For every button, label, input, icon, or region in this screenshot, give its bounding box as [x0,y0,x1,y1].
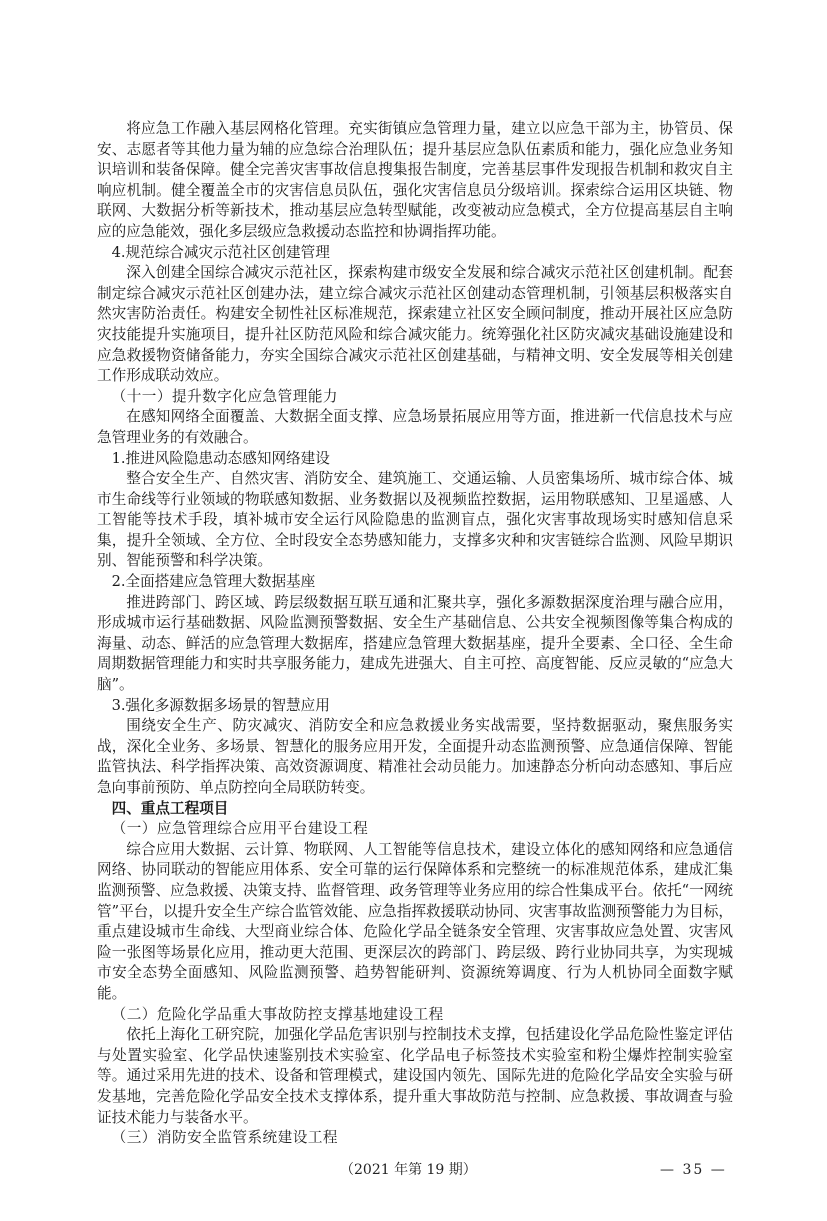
paragraph: 依托上海化工研究院，加强化学品危害识别与控制技术支撑，包括建设化学品危险性鉴定评估与处置实验室、化学品快速鉴别技术实验室、化学品电子标签技术实验室和粉尘爆炸控制实验室等。通过采用先进的技术、设备和管理模式，建设国内领先、国际先进的危险化学品安全实验与研发基地，完善危险化学品安全技术支撑体系，提升重大事故防范与控制、应急救援、事故调查与验证技术能力与装备水平。 [97,1026,733,1126]
paragraph: 围绕安全生产、防灾减灾、消防安全和应急救援业务实战需要，坚持数据驱动，聚焦服务实战，深化全业务、多场景、智慧化的服务应用开发，全面提升动态监测预警、应急通信保障、智能监管执法、科学指挥决策、高效资源调度、精准社会动员能力。加速静态分析向动态感知、事后应急向事前预防、单点防控向全局联防转变。 [97,717,733,796]
paragraph: 综合应用大数据、云计算、物联网、人工智能等信息技术，建设立体化的感知网络和应急通信网络、协同联动的智能应用体系、安全可靠的运行保障体系和完整统一的标准规范体系，建成汇集监测预警、应急救援、决策支持、监督管理、政务管理等业务应用的综合性集成平台。依托“一网统管”平台，以提升安全生产综合监管效能、应急指挥救援联动协同、灾害事故监测预警能力为目标，重点建设城市生命线、大型商业综合体、危险化学品全链条安全管理、灾害事故应急处置、灾害风险一张图等场景化应用，推动更大范围、更深层次的跨部门、跨层级、跨行业协同共享，为实现城市安全态势全面感知、风险监测预警、趋势智能研判、资源统筹调度、行为人机协同全面数字赋能。 [97,840,733,1002]
page-number: — 35 — [660,1161,727,1178]
section-heading: 2.全面搭建应急管理大数据基座 [111,573,316,591]
document-body [97,119,733,1149]
section-heading: （二）危险化学品重大事故防控支撑基地建设工程 [111,1005,444,1023]
section-heading: （三）消防安全监管系统建设工程 [111,1129,339,1147]
section-heading: （一）应急管理综合应用平台建设工程 [111,820,369,838]
section-heading: 1.推进风险隐患动态感知网络建设 [111,449,330,467]
section-heading: （十一）提升数字化应急管理能力 [111,387,339,405]
paragraph: 在感知网络全面覆盖、大数据全面支撑、应急场景拓展应用等方面，推进新一代信息技术与应急管理业务的有效融合。 [97,408,733,446]
section-heading: 四、重点工程项目 [111,799,229,817]
section-heading: 3.强化多源数据多场景的智慧应用 [111,696,330,714]
paragraph: 整合安全生产、自然灾害、消防安全、建筑施工、交通运输、人员密集场所、城市综合体、城市生命线等行业领域的物联感知数据、业务数据以及视频监控数据，运用物联感知、卫星遥感、人工智能等技术手段，填补城市安全运行风险隐患的监测盲点，强化灾害事故现场实时感知信息采集，提升全领域、全方位、全时段安全态势感知能力，支撑多灾种和灾害链综合监测、风险早期识别、智能预警和科学决策。 [97,470,733,570]
issue-label: （2021 年第 19 期） [340,1161,477,1178]
paragraph: 将应急工作融入基层网格化管理。充实街镇应急管理力量，建立以应急干部为主，协管员、保安、志愿者等其他力量为辅的应急综合治理队伍；提升基层应急队伍素质和能力，强化应急业务知识培训和装备保障。健全完善灾害事故信息搜集报告制度，完善基层事件发现报告机制和救灾自主响应机制。健全覆盖全市的灾害信息员队伍，强化灾害信息员分级培训。探索综合运用区块链、物联网、大数据分析等新技术，推动基层应急转型赋能，改变被动应急模式，全方位提高基层自主响应的应急能效，强化多层级应急救援动态监控和协调指挥功能。 [97,120,733,240]
paragraph: 推进跨部门、跨区域、跨层级数据互联互通和汇聚共享，强化多源数据深度治理与融合应用，形成城市运行基础数据、风险监测预警数据、安全生产基础信息、公共安全视频图像等集合构成的海量、动态、鲜活的应急管理大数据库，搭建应急管理大数据基座，提升全要素、全口径、全生命周期数据管理能力和实时共享服务能力，建成先进强大、自主可控、高度智能、反应灵敏的“应急大脑”。 [97,593,733,694]
section-heading: 4.规范综合减灾示范社区创建管理 [111,243,330,261]
paragraph: 深入创建全国综合减灾示范社区，探索构建市级安全发展和综合减灾示范社区创建机制。配套制定综合减灾示范社区创建办法，建立综合减灾示范社区创建动态管理机制，引领基层积极落实自然灾害防治责任。构建安全韧性社区标准规范，探索建立社区安全顾问制度，推动开展社区应急防灾技能提升实施项目，提升社区防范风险和综合减灾能力。统筹强化社区防灾减灾基础设施建设和应急救援物资储备能力，夯实全国综合减灾示范社区创建基础，与精神文明、安全发展等相关创建工作形成联动效应。 [97,264,733,385]
